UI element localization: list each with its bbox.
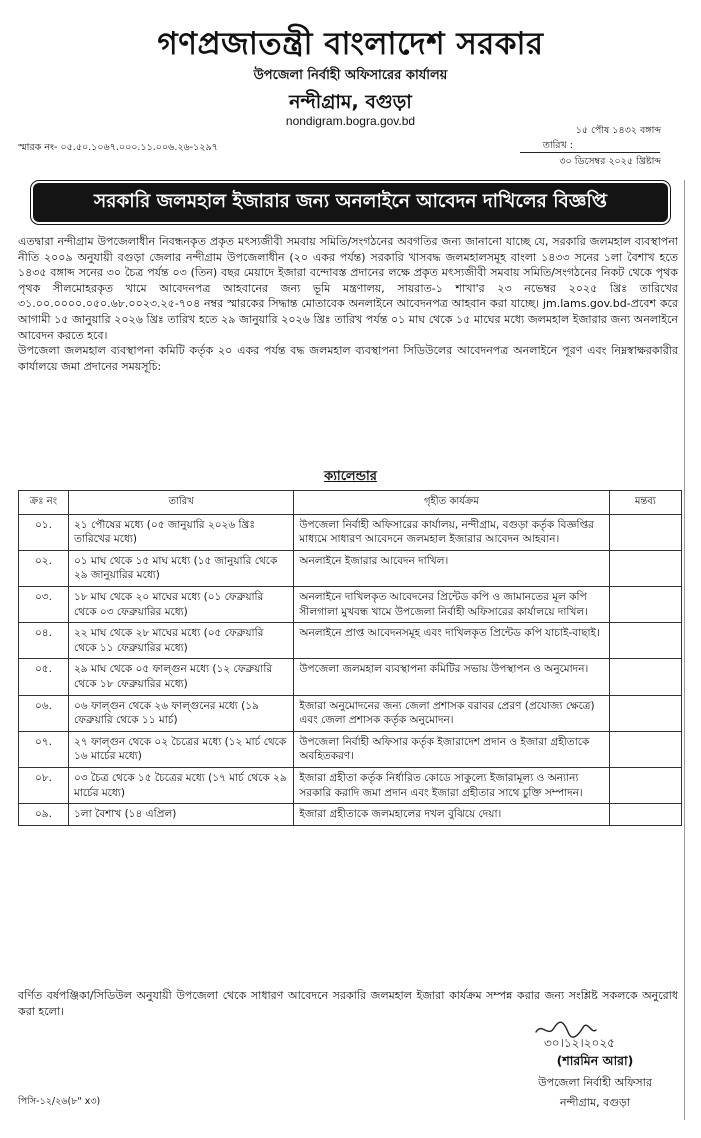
row-serial: ০২.	[19, 550, 69, 586]
row-date: ০৬ ফাল্গুন থেকে ২৬ ফাল্গুনের মধ্যে (১৯ ফেব্রুয়ারি থেকে ১১ মার্চ)	[68, 695, 293, 731]
handwritten-signature	[530, 1018, 660, 1050]
row-activity: অনলাইনে প্রাপ্ত আবেদনসমূহ এবং দাখিলকৃত প্রিন্টেড কপি যাচাই-বাছাই।	[294, 623, 609, 659]
row-activity: ইজারা গ্রহীতা কর্তৃক নির্ধারিত কোডে সাকুল্যে ইজারামূল্য ও অন্যান্য সরকারি করাদি জমা প্রদান এবং ইজারা গ্রহীতার সাথে চুক্তি সম্পাদন।	[294, 767, 609, 803]
calendar-header-row	[19, 491, 682, 515]
date-gregorian: ৩০ ডিসেম্বর ২০২৫ খ্রিষ্টাব্দ	[559, 156, 661, 167]
page-edge-line	[684, 180, 685, 1120]
row-serial: ০৭.	[19, 731, 69, 767]
signatory-place: নন্দীগ্রাম, বগুড়া	[560, 1096, 630, 1109]
notice-body	[18, 234, 678, 374]
col-serial: ক্রঃ নং	[19, 491, 69, 515]
table-row	[19, 659, 682, 695]
row-serial: ০৫.	[19, 659, 69, 695]
row-activity: অনলাইনে ইজারার আবেদন দাখিল।	[294, 550, 609, 586]
row-remark	[609, 514, 681, 550]
row-date: ০৩ চৈত্র থেকে ১৫ চৈত্রের মধ্যে (১৭ মার্চ থেকে ২৯ মার্চের মধ্যে)	[68, 767, 293, 803]
row-remark	[609, 623, 681, 659]
row-activity: উপজেলা নির্বাহী অফিসারের কার্যালয়, নন্দীগ্রাম, বগুড়া কর্তৃক বিজ্ঞপ্তির মাধ্যমে সাধারণ আবেদনে জলমহাল ইজারার আবেদন আহবান।	[294, 514, 609, 550]
government-title: গণপ্রজাতন্ত্রী বাংলাদেশ সরকার	[157, 26, 544, 62]
col-date: তারিখ	[68, 491, 293, 515]
notice-title: সরকারি জলমহাল ইজারার জন্য অনলাইনে আবেদন দাখিলের বিজ্ঞপ্তি	[93, 191, 608, 212]
row-serial: ০৬.	[19, 695, 69, 731]
body-paragraph-1: এতদ্বারা নন্দীগ্রাম উপজেলাধীন নিবন্ধনকৃত প্রকৃত মৎস্যজীবী সমবায় সমিতি/সংগঠনের অবগতির জন্য জানানো যাচ্ছে যে, সরকারি জলমহাল ব্যবস্থাপনা নীতি ২০০৯ অনুযায়ী বগুড়া জেলার নন্দীগ্রাম উপজেলাধীন (২০ একর পর্যন্ত) সরকারি খাসবদ্ধ জলমহালসমূহ বাংলা ১৪৩৩ সনের ১লা বৈশাখ হতে ১৪৩৫ বঙ্গাব্দ সনের ৩০ চৈত্র পর্যন্ত ০৩ (তিন) বছর মেয়াদে ইজারা বন্দোবস্ত প্রদানের লক্ষে প্রকৃত মৎস্যজীবী সমবায় সমিতি/সংগঠনের নিকট থেকে পৃথক পৃথক সীলমোহরকৃত খামে আবেদনপত্র আহবানের জন্য ভূমি মন্ত্রণালয়, সায়রাত-১ শাখা'র ২৩ নভেম্বর ২০২৫ খ্রিঃ তারিখের ৩১.০০.০০০০.০৫০.৬৮.০০২৩.২৫-৭০৪ নম্বর স্মারকের সিদ্ধান্ত মোতাবেক অনলাইনে আবেদনপত্র আহবান করা যাচ্ছে। jm.lams.gov.bd-প্রবেশ করে আগামী ১৫ জানুয়ারি ২০২৬ খ্রিঃ তারিখ হতে ২৯ জানুয়ারি ২০২৬ খ্রিঃ তারিখ পর্যন্ত ০১ মাঘ থেকে ১৫ মাঘের মধ্যে জলমহাল ইজারার জন্য অনলাইনে আবেদন করতে হবে।	[18, 235, 678, 342]
row-date: ২৭ ফাল্গুন থেকে ০২ চৈত্রের মধ্যে (১২ মার্চ থেকে ১৬ মার্চের মধ্যে)	[68, 731, 293, 767]
row-activity: অনলাইনে দাখিলকৃত আবেদনের প্রিন্টেড কপি ও জামানতের মূল কপি সীলগালা মুখবন্ধ খামে উপজেলা নির্বাহী অফিসারের কার্যালয়ে দাখিল।	[294, 586, 609, 622]
table-row	[19, 586, 682, 622]
row-date: ১৮ মাঘ থেকে ২০ মাঘের মধ্যে (০১ ফেব্রুয়ারি থেকে ০৩ ফেব্রুয়ারির মধ্যে)	[68, 586, 293, 622]
table-row	[19, 695, 682, 731]
row-remark	[609, 804, 681, 826]
signatory-title: উপজেলা নির্বাহী অফিসার	[538, 1076, 652, 1089]
signature-date: ৩০।১২।২০২৫	[544, 1036, 615, 1050]
row-remark	[609, 767, 681, 803]
row-remark	[609, 695, 681, 731]
row-activity: উপজেলা জলমহাল ব্যবস্থাপনা কমিটির সভায় উপস্থাপন ও অনুমোদন।	[294, 659, 609, 695]
row-serial: ০৮.	[19, 767, 69, 803]
row-serial: ০৪.	[19, 623, 69, 659]
row-serial: ০১.	[19, 514, 69, 550]
row-serial: ০৩.	[19, 586, 69, 622]
table-row	[19, 804, 682, 826]
office-location: নন্দীগ্রাম, বগুড়া	[289, 91, 412, 113]
table-row	[19, 623, 682, 659]
row-remark	[609, 659, 681, 695]
memo-number: স্মারক নং- ০৫.৫০.১০৬৭.০০০.১১.০০৬.২৬-১২৯৭	[18, 142, 218, 153]
row-date: ১লা বৈশাখ (১৪ এপ্রিল)	[68, 804, 293, 826]
date-bangla: ১৫ পৌষ ১৪৩২ বঙ্গাব্দ	[575, 125, 661, 136]
row-remark	[609, 586, 681, 622]
table-row	[19, 767, 682, 803]
signatory-name: (শারমিন আরা)	[556, 1053, 634, 1068]
row-activity: ইজারা অনুমোদনের জন্য জেলা প্রশাসক বরাবর প্রেরণ (প্রযোজ্য ক্ষেত্রে) এবং জেলা প্রশাসক কর্তৃক অনুমোদন।	[294, 695, 609, 731]
col-remark: মন্তব্য	[609, 491, 681, 515]
office-name: উপজেলা নির্বাহী অফিসারের কার্যালয়	[253, 68, 448, 83]
date-divider	[520, 152, 660, 153]
calendar-table	[18, 490, 682, 826]
col-activity: গৃহীত কার্যক্রম	[294, 491, 609, 515]
row-date: ০১ মাঘ থেকে ১৫ মাঘ মধ্যে (১৫ জানুয়ারি থেকে ২৯ জানুয়ারির মধ্যে)	[68, 550, 293, 586]
row-date: ২২ মাঘ থেকে ২৮ মাঘের মধ্যে (০৫ ফেব্রুয়ারি থেকে ১১ ফেব্রুয়ারির মধ্যে)	[68, 623, 293, 659]
closing-text: বর্ণিত বর্ষপঞ্জিকা/সিডিউল অনুযায়ী উপজেলা থেকে সাধারণ আবেদনে সরকারি জলমহাল ইজারা কার্যক্রম সম্পন্ন করার জন্য সংশ্লিষ্ট সকলকে অনুরোধ করা হলো।	[18, 989, 678, 1018]
calendar-heading: ক্যালেন্ডার	[324, 469, 377, 484]
row-remark	[609, 731, 681, 767]
print-code: পিসি-১২/২৬(৮" x৩)	[18, 1096, 101, 1107]
table-row	[19, 731, 682, 767]
row-activity: উপজেলা নির্বাহী অফিসার কর্তৃক ইজারাদেশ প্রদান ও ইজারা গ্রহীতাকে অবহিতকরণ।	[294, 731, 609, 767]
row-activity: ইজারা গ্রহীতাকে জলমহালের দখল বুঝিয়ে দেয়া।	[294, 804, 609, 826]
notice-title-banner	[33, 183, 668, 222]
row-remark	[609, 550, 681, 586]
table-row	[19, 550, 682, 586]
row-serial: ০৯.	[19, 804, 69, 826]
office-website: nondigram.bogra.gov.bd	[285, 114, 416, 128]
row-date: ২৯ মাঘ থেকে ০৫ ফাল্গুন মধ্যে (১২ ফেব্রুয়ারি থেকে ১৮ ফেব্রুয়ারির মধ্যে)	[68, 659, 293, 695]
body-paragraph-2: উপজেলা জলমহাল ব্যবস্থাপনা কমিটি কর্তৃক ২০ একর পর্যন্ত বদ্ধ জলমহাল ব্যবস্থাপনা সিডিউলের আবেদনপত্র অনলাইনে পূরণ এবং নিম্নস্বাক্ষরকারীর কার্যালয়ে জমা প্রদানের সময়সূচি:	[18, 344, 678, 373]
table-row	[19, 514, 682, 550]
row-date: ২১ পৌষের মধ্যে (০৫ জানুয়ারি ২০২৬ খ্রিঃ তারিখের মধ্যে)	[68, 514, 293, 550]
date-label: তারিখ :	[542, 140, 573, 151]
